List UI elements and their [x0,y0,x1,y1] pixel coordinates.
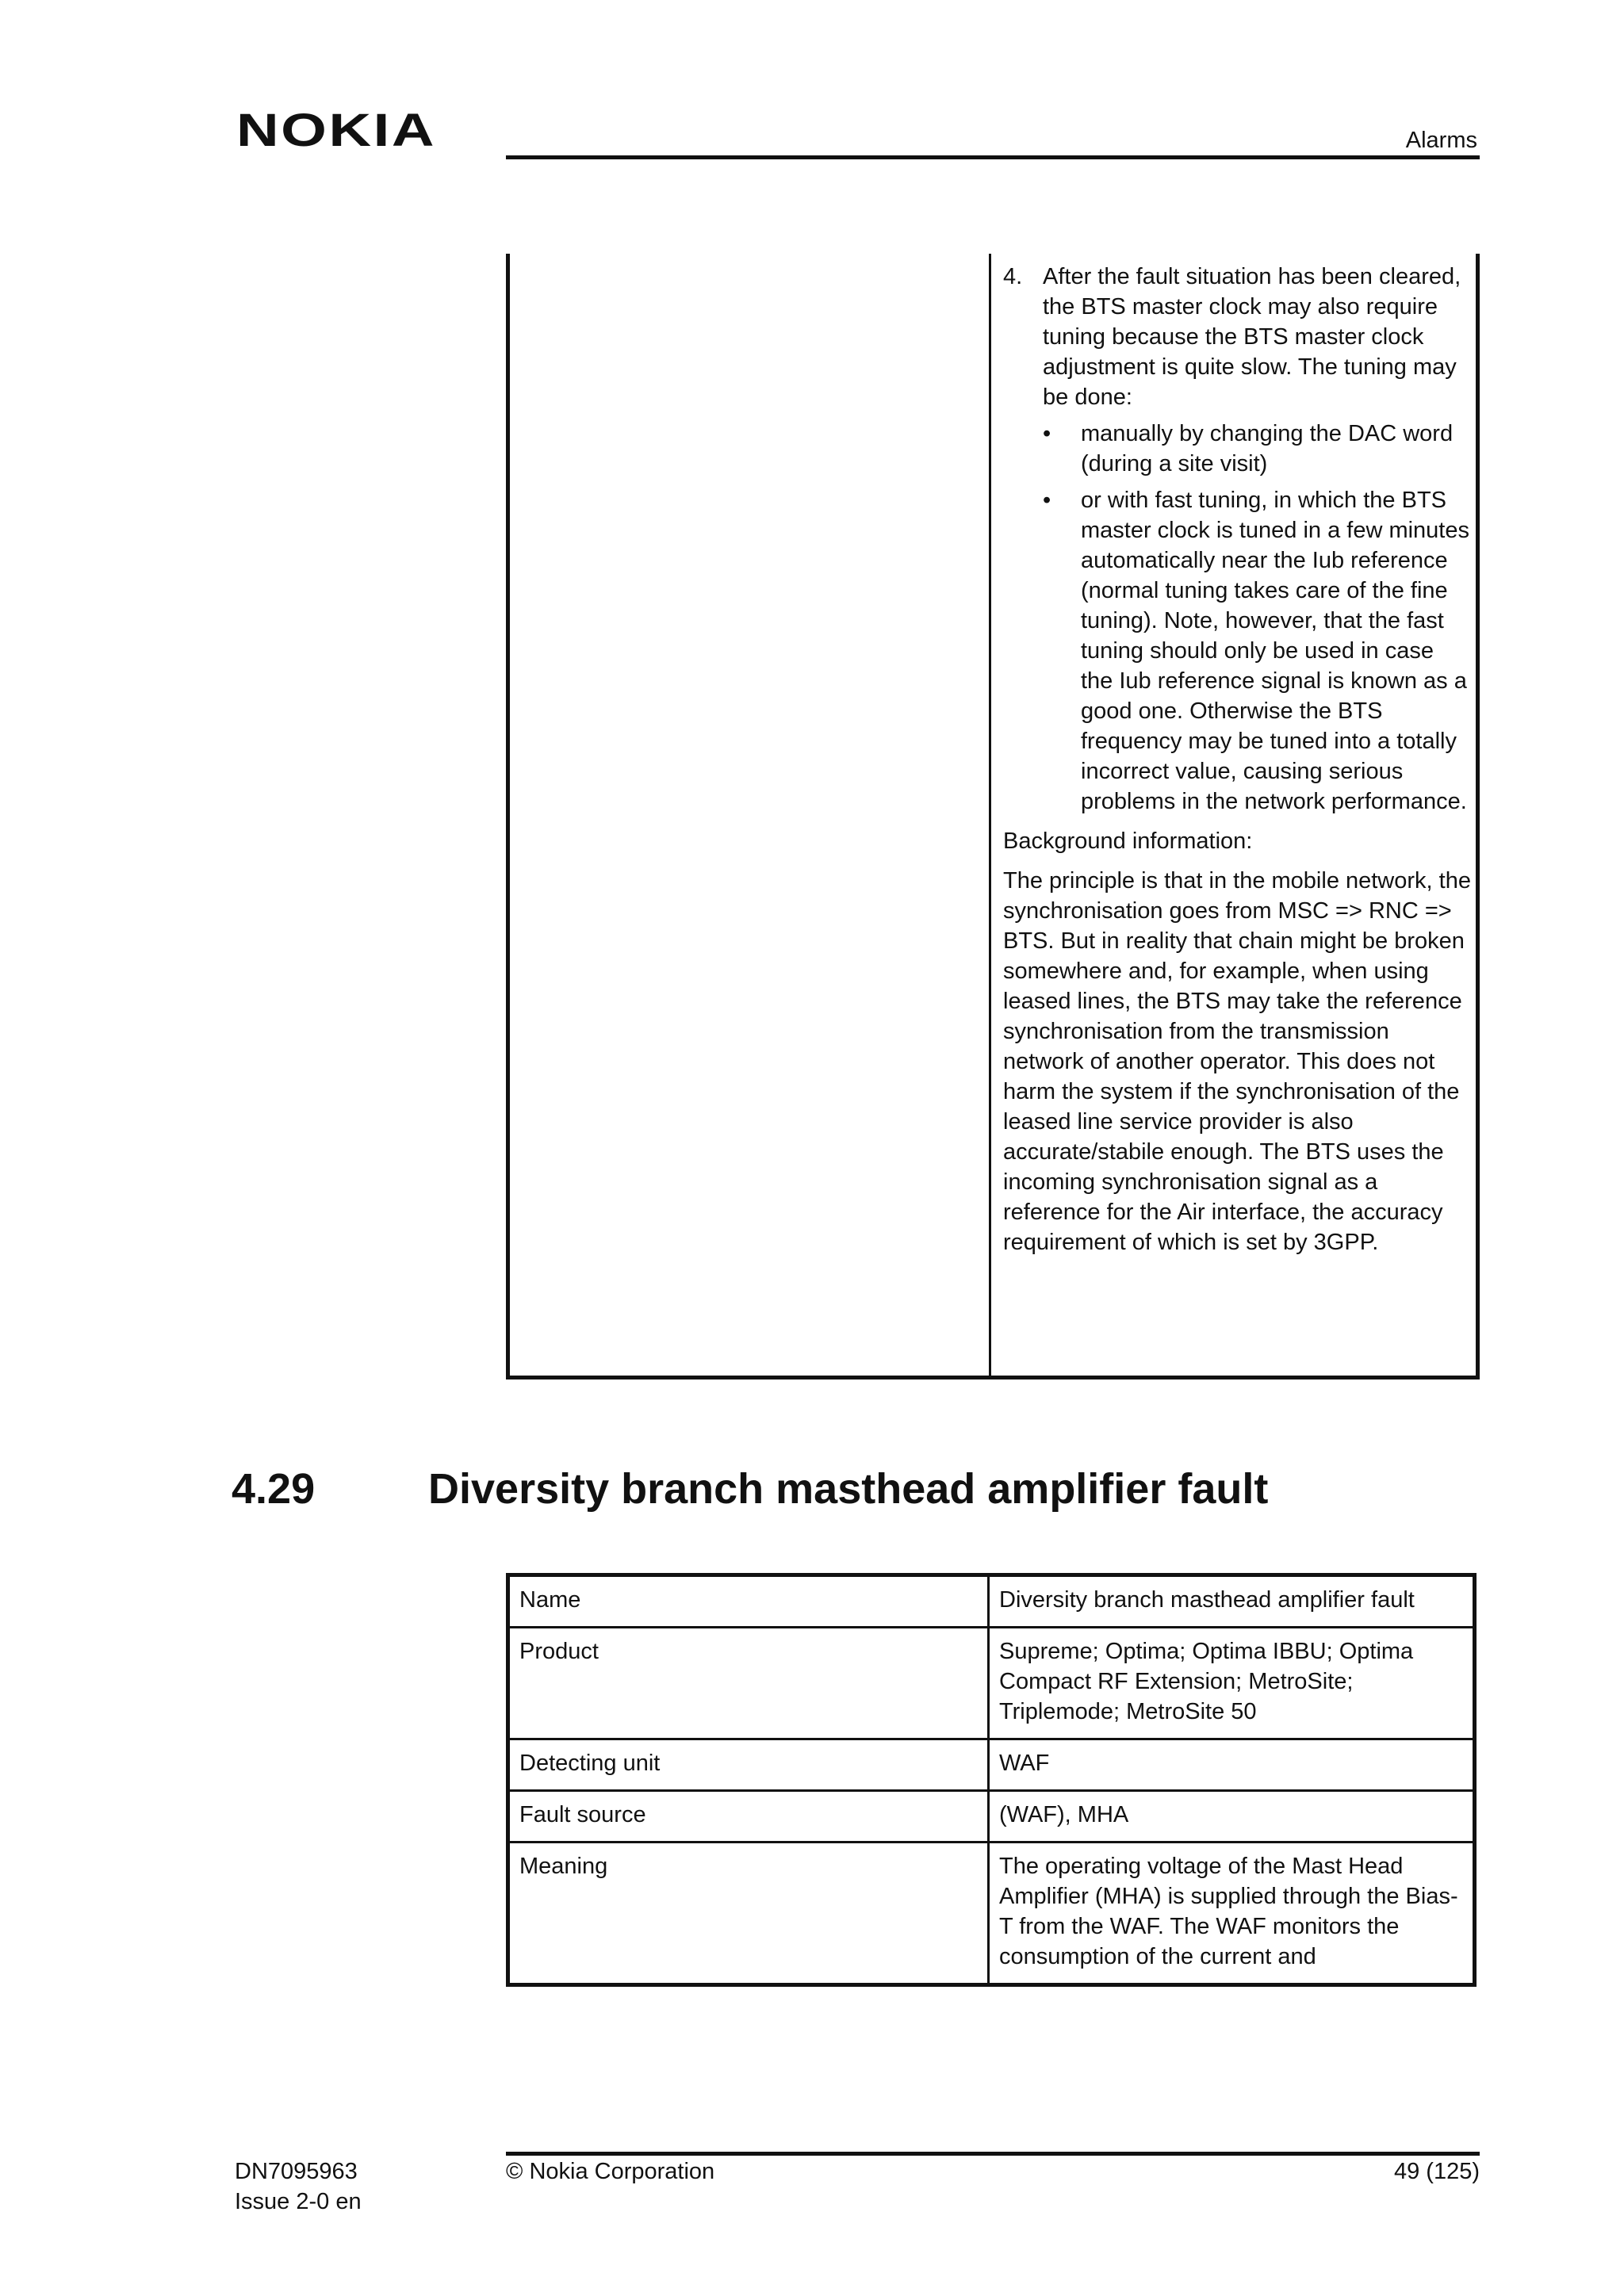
bullet-icon: • [1043,421,1051,446]
bullet-icon: • [1043,488,1051,513]
continued-table [506,254,1480,1380]
header-rule [506,155,1480,159]
nokia-logo: NOKIA [236,105,437,156]
table-cell-value: The operating voltage of the Mast Head Amplifier (MHA) is supplied through the Bias-T from the WAF. The WAF monitors the consumption of the current and [989,1843,1475,1985]
continued-table-cell [1003,262,1471,1257]
header-section-title: Alarms [1405,128,1477,153]
table-row [508,1628,1475,1739]
step-number: 4. [1003,264,1023,289]
table-row [508,1575,1475,1628]
list-item-text: manually by changing the DAC word (during a site visit) [1081,421,1454,476]
list-item [1043,485,1471,817]
footer-doc-id: DN7095963 [235,2159,358,2184]
background-label: Background information: [1003,828,1253,854]
step-item [1003,262,1471,412]
list-item-text: or with fast tuning, in which the BTS master clock is tuned in a few minutes automatically near the Iub reference (normal tuning takes care of the fine tuning). Note, however, that the fast tuning should only be used in case the Iub reference signal is known as a good one. Otherwise the BTS frequency may be tuned into a totally incorrect value, causing serious problems in the network performance. [1081,488,1469,814]
table-cell-label: Fault source [508,1791,989,1843]
footer-page-number: 49 (125) [1393,2159,1480,2184]
table-cell-value: WAF [989,1739,1475,1791]
section-title: Diversity branch masthead amplifier fault [428,1465,1269,1513]
footer-copyright-text: Nokia Corporation [529,2159,715,2184]
tuning-options-list [1003,419,1471,817]
background-text: The principle is that in the mobile network, the synchronisation goes from MSC => RNC => BTS. But in reality that chain might be broken somewhere and, for example, when using leased lines, the BTS may take the reference synchronisation from the transmission network of another operator. This does not harm the system if the synchronisation of the leased line service provider is also accurate/stabile enough. The BTS uses the incoming synchronisation signal as a reference for the Air interface, the accuracy requirement of which is set by 3GPP. [1003,868,1471,1255]
table-cell-value: Diversity branch masthead amplifier fault [989,1575,1475,1628]
table-cell-value: Supreme; Optima; Optima IBBU; Optima Compact RF Extension; MetroSite; Triplemode; MetroSite 50 [989,1628,1475,1739]
table-row [508,1739,1475,1791]
list-item [1043,419,1471,479]
footer-rule [506,2152,1480,2156]
footer-doc-info [235,2156,362,2217]
alarm-info-table [506,1573,1477,1987]
footer-copyright [506,2156,714,2187]
table-cell-label: Meaning [508,1843,989,1985]
copyright-icon: © [506,2159,523,2184]
table-column-divider [989,254,991,1376]
table-cell-label: Name [508,1575,989,1628]
step-text: After the fault situation has been cleared, the BTS master clock may also require tuning because the BTS master clock adjustment is quite slow. The tuning may be done: [1043,264,1461,410]
table-cell-label: Detecting unit [508,1739,989,1791]
section-number: 4.29 [232,1465,316,1513]
table-row [508,1791,1475,1843]
footer-issue: Issue 2-0 en [235,2189,362,2214]
table-row [508,1843,1475,1985]
table-cell-value: (WAF), MHA [989,1791,1475,1843]
table-cell-label: Product [508,1628,989,1739]
